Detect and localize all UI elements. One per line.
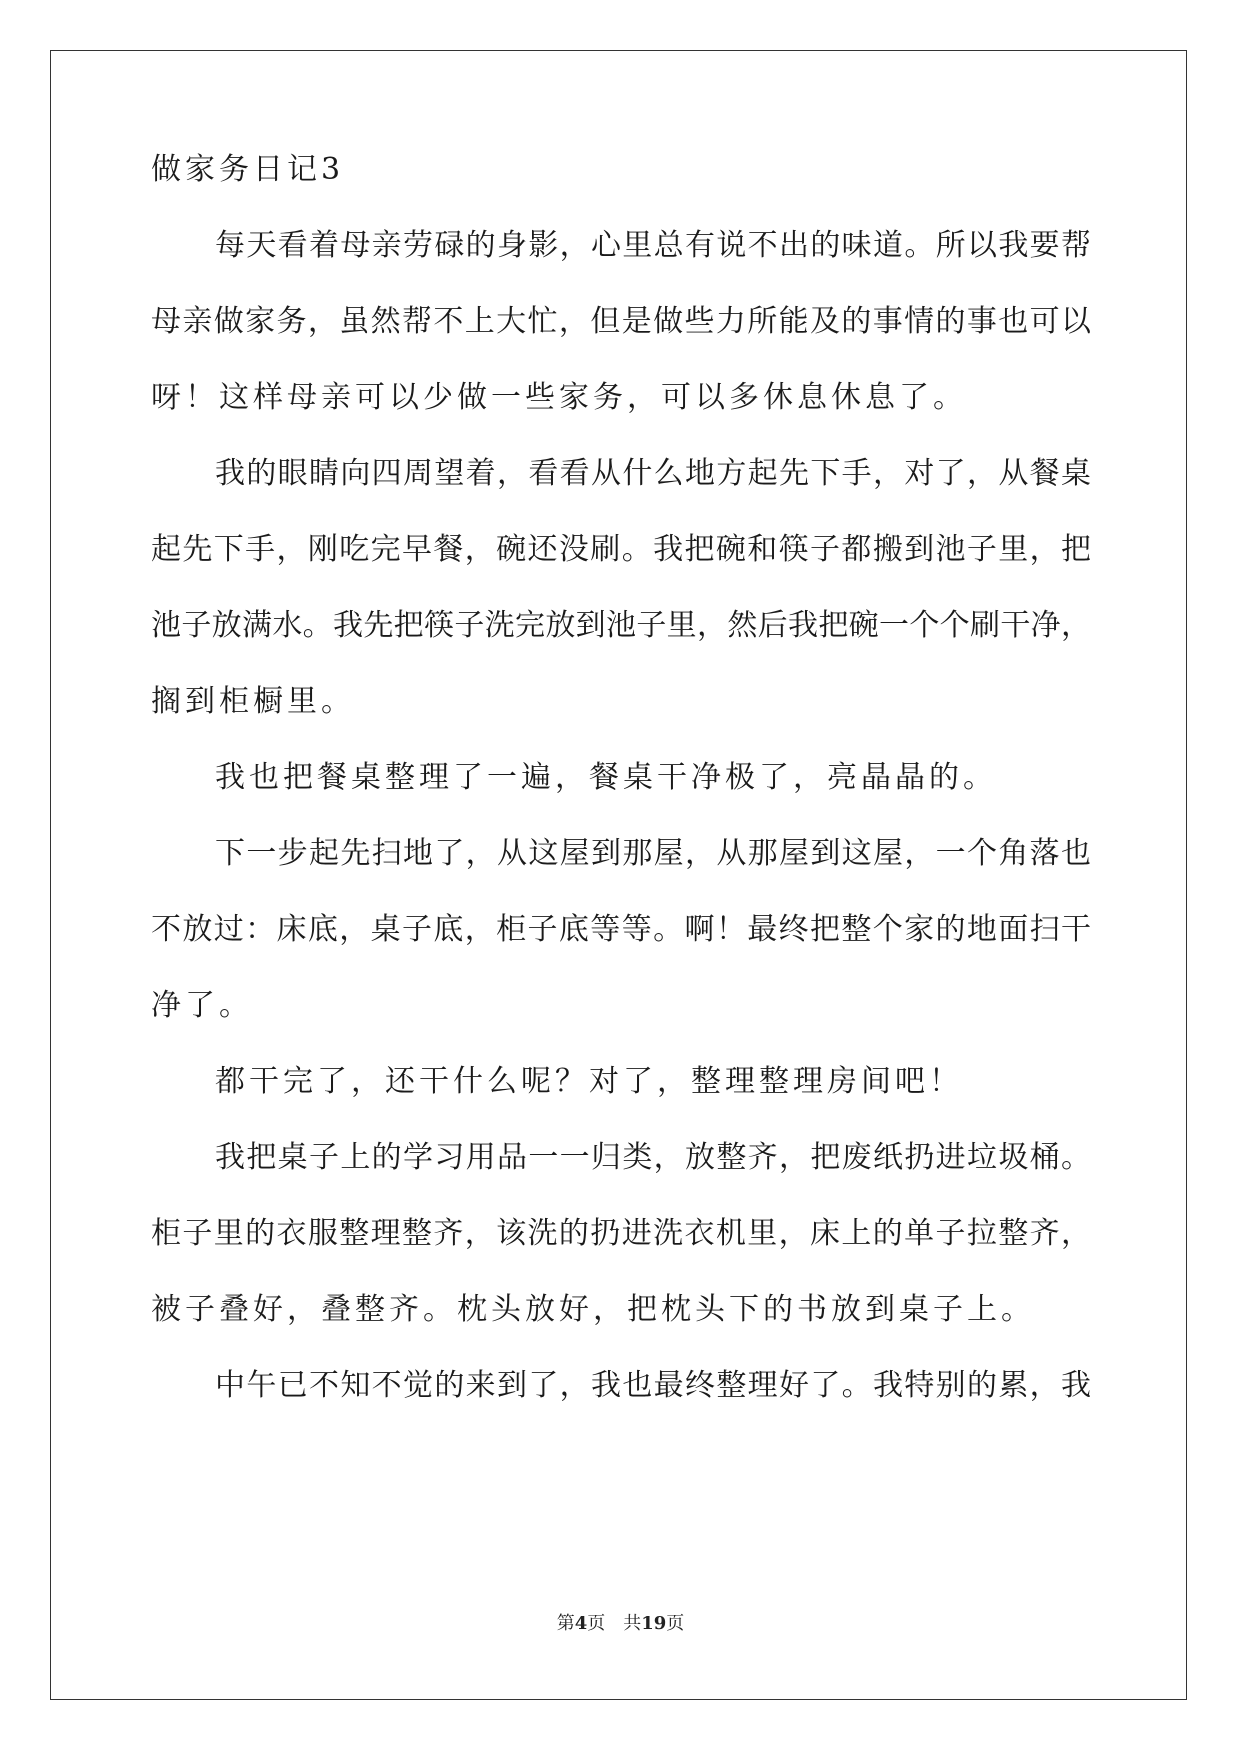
paragraph-line: 下一步起先扫地了，从这屋到那屋，从那屋到这屋，一个角落也 [215,836,1091,871]
page-border [50,50,1187,1700]
footer-page-prefix: 第 [556,1613,575,1634]
document-title: 做家务日记3 [151,152,345,187]
paragraph-line: 被子叠好，叠整齐。枕头放好，把枕头下的书放到桌子上。 [151,1292,1035,1327]
page-footer [0,1612,1241,1636]
paragraph-line: 呀！这样母亲可以少做一些家务，可以多休息休息了。 [151,380,967,415]
paragraph-line: 我也把餐桌整理了一遍，餐桌干净极了，亮晶晶的。 [215,760,997,795]
paragraph-line: 净了。 [151,988,253,1023]
paragraph-line: 柜子里的衣服整理整齐，该洗的扔进洗衣机里，床上的单子拉整齐， [151,1216,1091,1251]
paragraph-line: 都干完了，还干什么呢？对了，整理整理房间吧！ [215,1064,963,1099]
paragraph-line: 搁到柜橱里。 [151,684,355,719]
footer-current-page: 4 [574,1613,588,1634]
footer-page-suffix: 页 [587,1613,606,1634]
paragraph-line: 不放过：床底，桌子底，柜子底等等。啊！最终把整个家的地面扫干 [151,912,1091,947]
paragraph-line: 母亲做家务，虽然帮不上大忙，但是做些力所能及的事情的事也可以 [151,304,1091,339]
footer-total-pages: 19 [641,1613,667,1634]
paragraph-line: 我把桌子上的学习用品一一归类，放整齐，把废纸扔进垃圾桶。 [215,1140,1091,1175]
paragraph-line: 每天看着母亲劳碌的身影，心里总有说不出的味道。所以我要帮 [215,228,1091,263]
footer-total-suffix: 页 [666,1613,685,1634]
paragraph-line: 池子放满水。我先把筷子洗完放到池子里，然后我把碗一个个刷干净， [151,608,1091,643]
footer-total-prefix: 共 [623,1613,642,1634]
paragraph-line: 中午已不知不觉的来到了，我也最终整理好了。我特别的累，我 [215,1368,1091,1403]
paragraph-line: 我的眼睛向四周望着，看看从什么地方起先下手，对了，从餐桌 [215,456,1091,491]
paragraph-line: 起先下手，刚吃完早餐，碗还没刷。我把碗和筷子都搬到池子里，把 [151,532,1091,567]
